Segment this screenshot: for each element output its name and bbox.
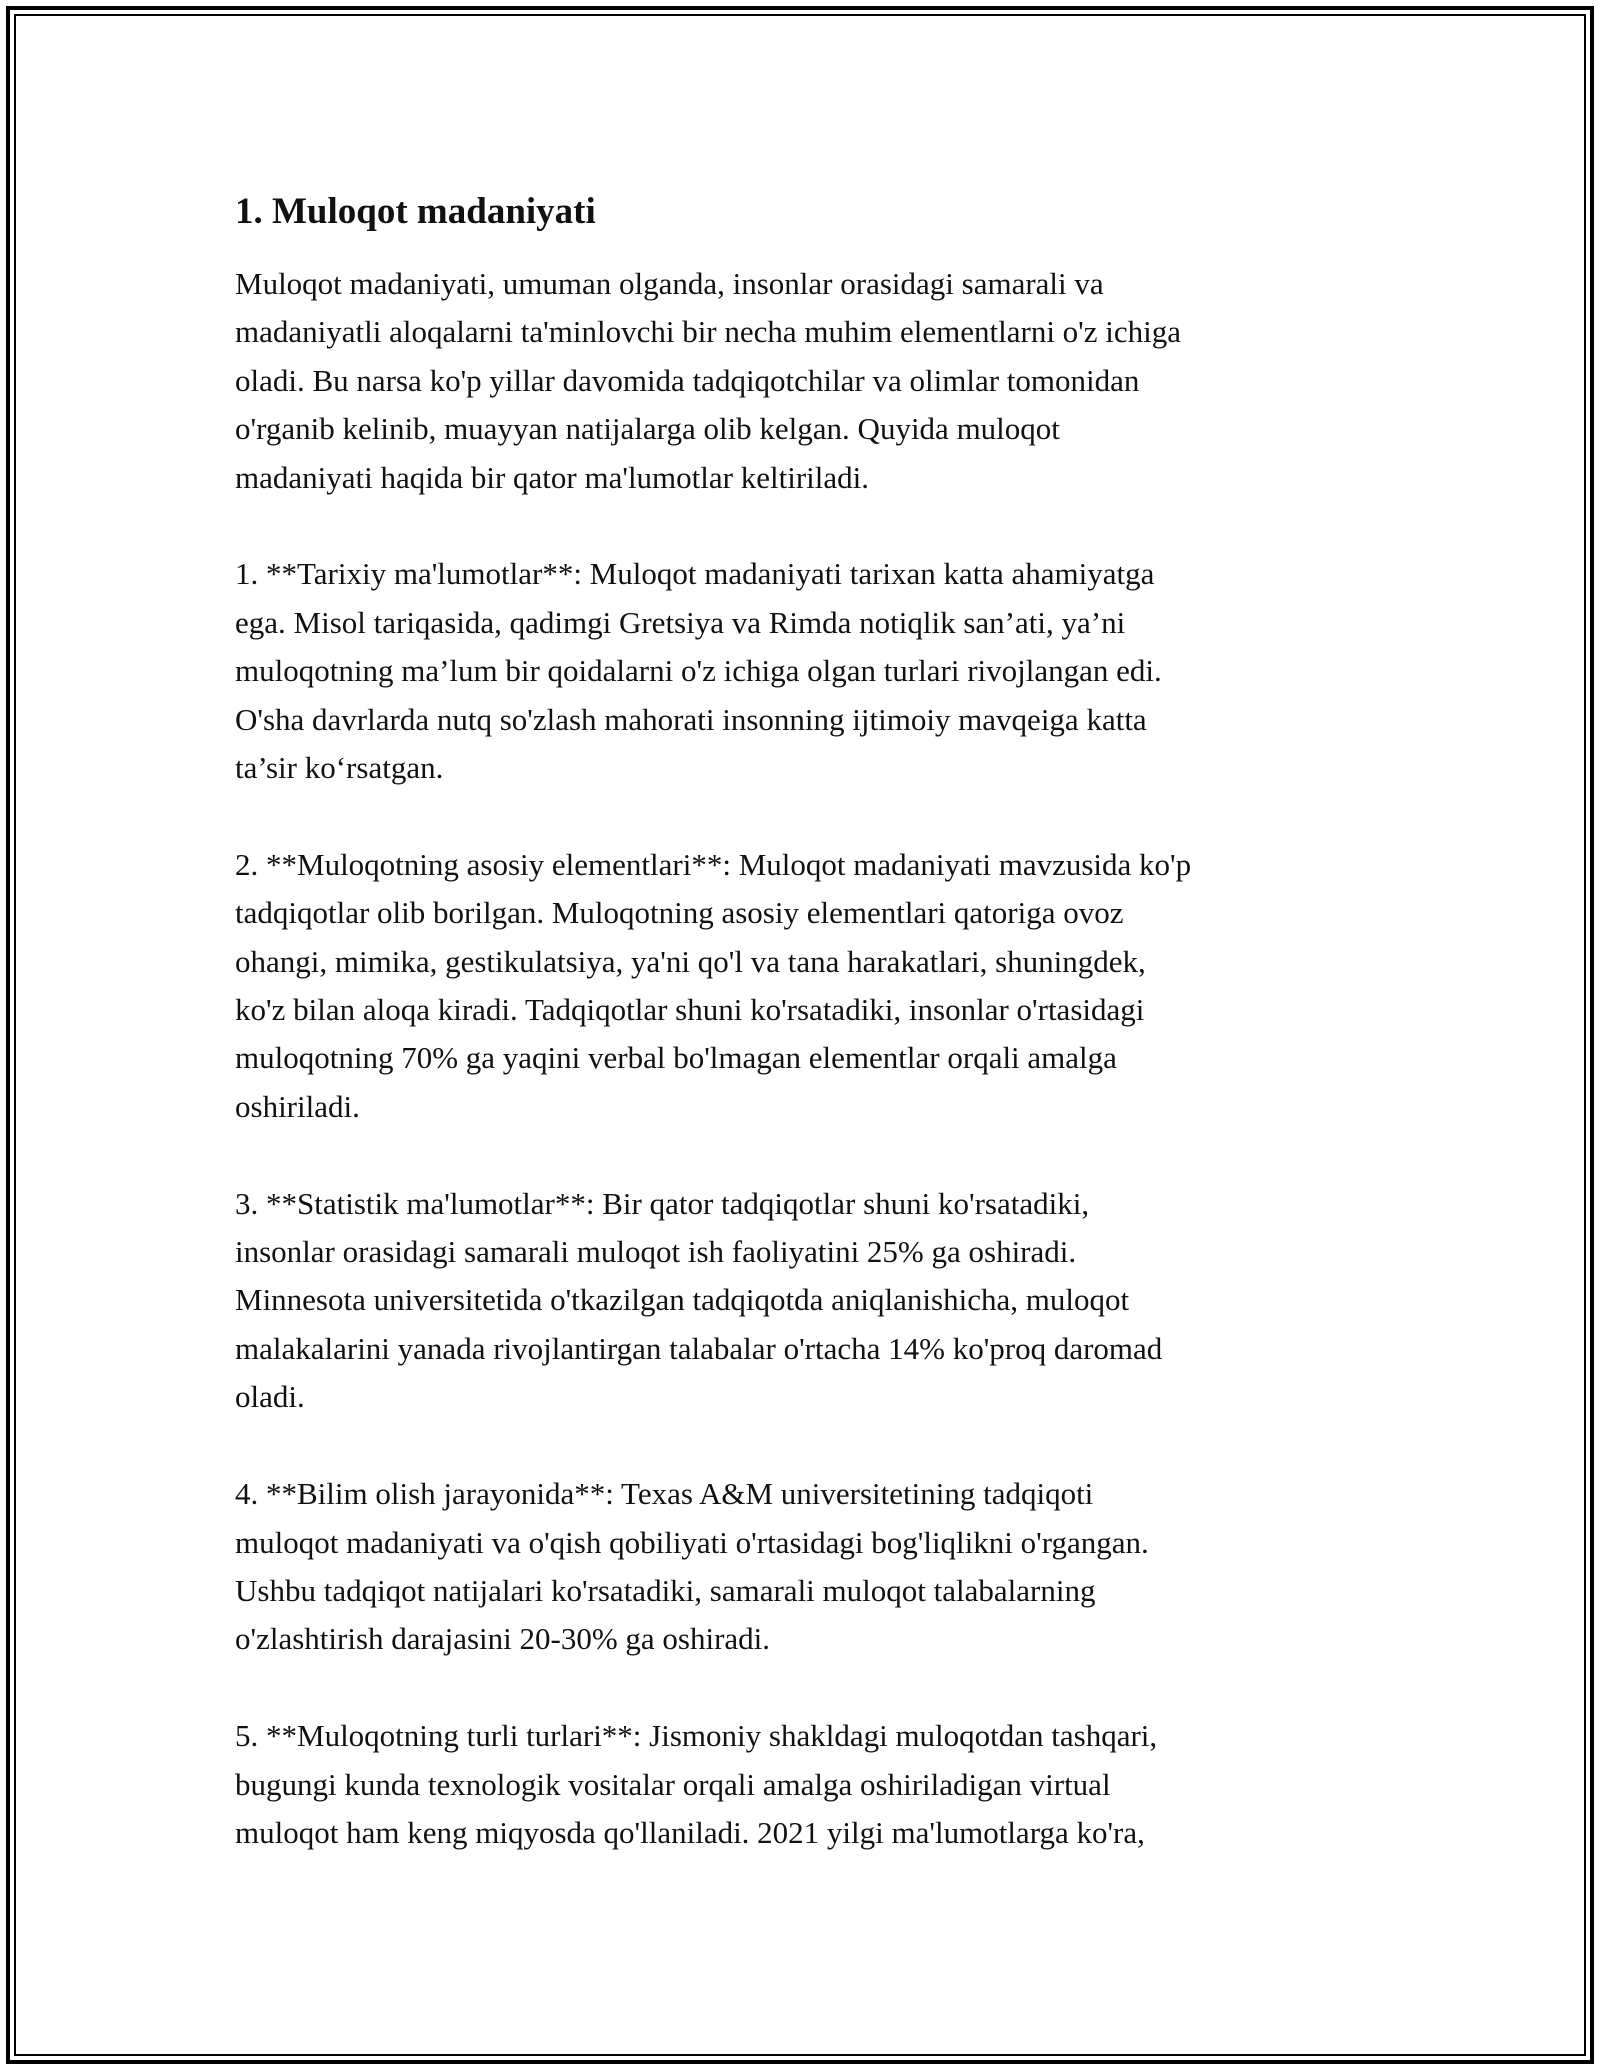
- paragraph-elements: 2. **Muloqotning asosiy elementlari**: Muloqot madaniyati mavzusida ko'p tadqiqotlar olib borilgan. Muloqotning asosiy elementlari qatoriga ovoz ohangi, mimika, gestikulatsiya, ya'ni qo'l va tana harakatlari, shuningdek, ko'z bilan aloqa kiradi. Tadqiqotlar shuni ko'rsatadiki, insonlar o'rtasidagi muloqotning 70% ga yaqini verbal bo'lmagan elementlar orqali amalga oshiriladi.: [235, 846, 1192, 1124]
- paragraph-types: 5. **Muloqotning turli turlari**: Jismoniy shakldagi muloqotdan tashqari, bugungi kunda texnologik vositalar orqali amalga oshiriladigan virtual muloqot ham keng miqyosda qo'llaniladi. 2021 yilgi ma'lumotlarga ko'ra,: [235, 1718, 1158, 1850]
- paragraph-historical: 1. **Tarixiy ma'lumotlar**: Muloqot madaniyati tarixan katta ahamiyatga ega. Misol tariqasida, qadimgi Gretsiya va Rimda notiqlik san’ati, ya’ni muloqotning ma’lum bir qoidalarni o'z ichiga olgan turlari rivojlangan edi. O'sha davrlarda nutq so'zlash mahorati insonning ijtimoiy mavqeiga katta ta’sir ko‘rsatgan.: [235, 556, 1162, 786]
- paragraph-statistics: 3. **Statistik ma'lumotlar**: Bir qator tadqiqotlar shuni ko'rsatadiki, insonlar orasidagi samarali muloqot ish faoliyatini 25% ga oshiradi. Minnesota universitetida o'tkazilgan tadqiqotda aniqlanishicha, muloqot malakalarini yanada rivojlantirgan talabalar o'rtacha 14% ko'proq daromad oladi.: [235, 1185, 1163, 1415]
- document-body: [235, 188, 1395, 1906]
- intro-paragraph: Muloqot madaniyati, umuman olganda, insonlar orasidagi samarali va madaniyatli aloqalarni ta'minlovchi bir necha muhim elementlarni o'z ichiga oladi. Bu narsa ko'p yillar davomida tadqiqotchilar va olimlar tomonidan o'rganib kelinib, muayyan natijalarga olib kelgan. Quyida muloqot madaniyati haqida bir qator ma'lumotlar keltiriladi.: [235, 266, 1182, 495]
- paragraph-learning: 4. **Bilim olish jarayonida**: Texas A&M universitetining tadqiqoti muloqot madaniyati va o'qish qobiliyati o'rtasidagi bog'liqlikni o'rgangan. Ushbu tadqiqot natijalari ko'rsatadiki, samarali muloqot talabalarning o'zlashtirish darajasini 20-30% ga oshiradi.: [235, 1476, 1149, 1657]
- section-title: 1. Muloqot madaniyati: [235, 191, 596, 232]
